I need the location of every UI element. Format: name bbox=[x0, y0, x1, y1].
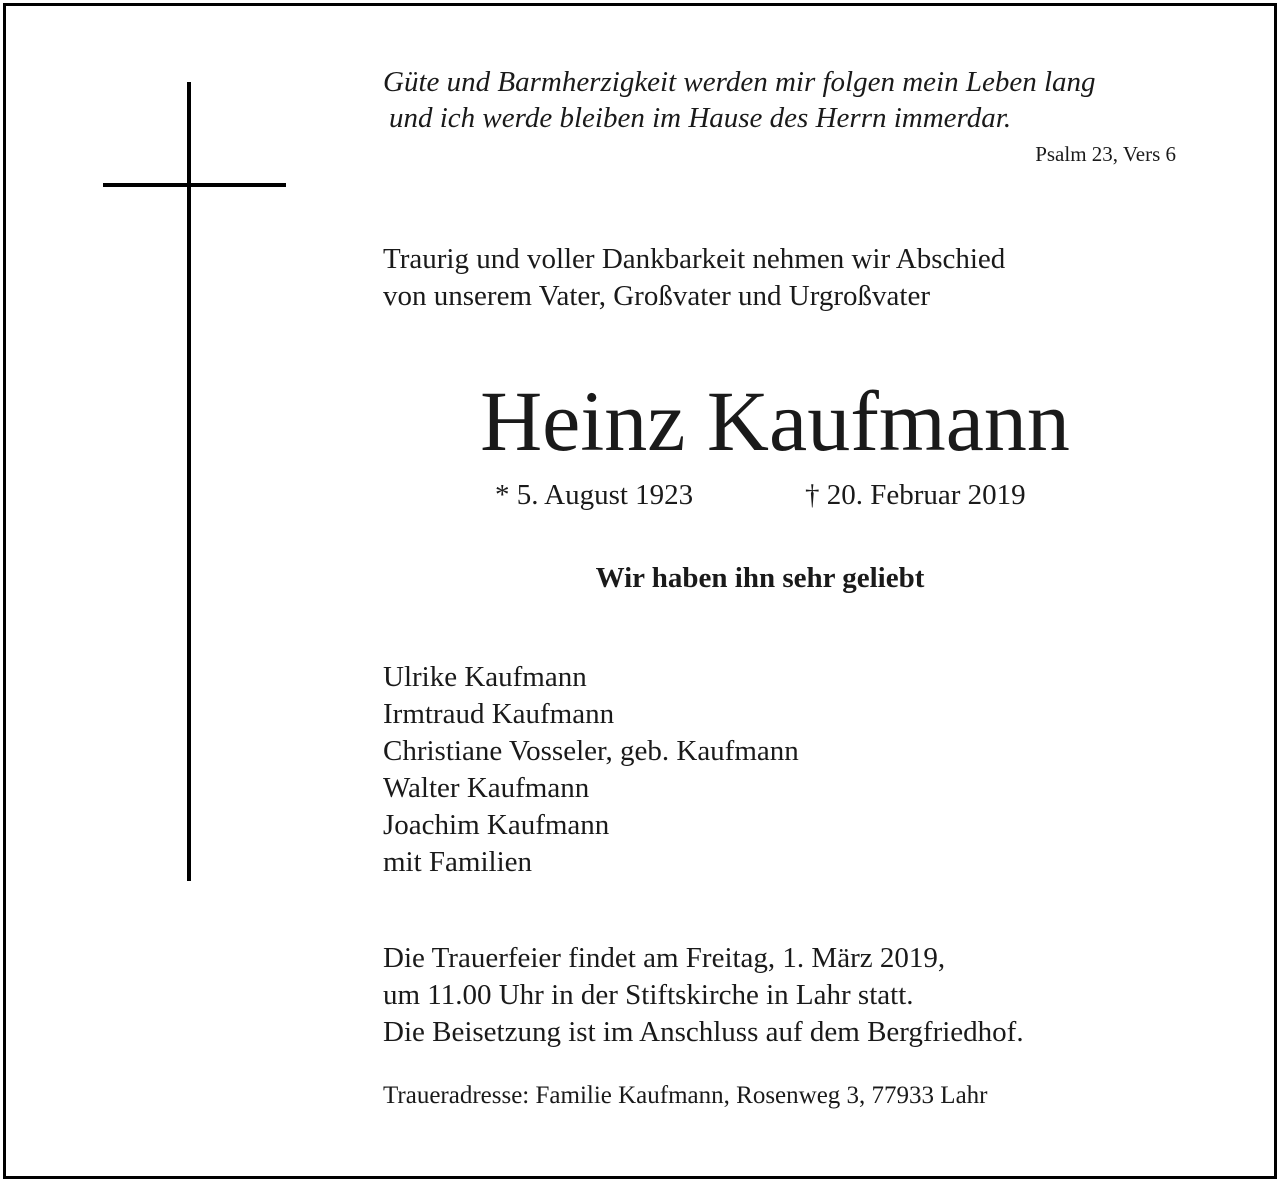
service-line-1: Die Trauerfeier findet am Freitag, 1. März 2019, bbox=[383, 942, 946, 974]
mourning-address: Traueradresse: Familie Kaufmann, Rosenweg 3, 77933 Lahr bbox=[383, 1082, 988, 1109]
cross-horizontal-bar bbox=[103, 183, 286, 187]
funeral-service-info bbox=[383, 940, 1024, 1051]
death-date: † 20. Februar 2019 bbox=[805, 479, 1026, 511]
mourners-list bbox=[383, 659, 799, 881]
mourner-name: Walter Kaufmann bbox=[383, 772, 590, 804]
mourner-name: Joachim Kaufmann bbox=[383, 809, 610, 841]
mourner-name: Christiane Vosseler, geb. Kaufmann bbox=[383, 735, 799, 767]
psalm-quote bbox=[383, 64, 1183, 136]
psalm-reference: Psalm 23, Vers 6 bbox=[1035, 142, 1176, 166]
intro-line-2: von unserem Vater, Großvater und Urgroßvater bbox=[383, 280, 930, 312]
psalm-line-1: Güte und Barmherzigkeit werden mir folgen mein Leben lang bbox=[383, 66, 1096, 98]
birth-date: * 5. August 1923 bbox=[495, 479, 694, 511]
mourner-name: mit Familien bbox=[383, 846, 533, 878]
service-line-3: Die Beisetzung ist im Anschluss auf dem Bergfriedhof. bbox=[383, 1016, 1024, 1048]
deceased-name: Heinz Kaufmann bbox=[480, 373, 1070, 469]
farewell-intro bbox=[383, 241, 1005, 315]
cross-vertical-bar bbox=[187, 82, 191, 881]
intro-line-1: Traurig und voller Dankbarkeit nehmen wir Abschied bbox=[383, 243, 1006, 275]
psalm-line-2: und ich werde bleiben im Hause des Herrn immerdar. bbox=[389, 102, 1012, 134]
service-line-2: um 11.00 Uhr in der Stiftskirche in Lahr statt. bbox=[383, 979, 914, 1011]
motto: Wir haben ihn sehr geliebt bbox=[595, 562, 925, 594]
mourner-name: Ulrike Kaufmann bbox=[383, 661, 587, 693]
mourner-name: Irmtraud Kaufmann bbox=[383, 698, 615, 730]
